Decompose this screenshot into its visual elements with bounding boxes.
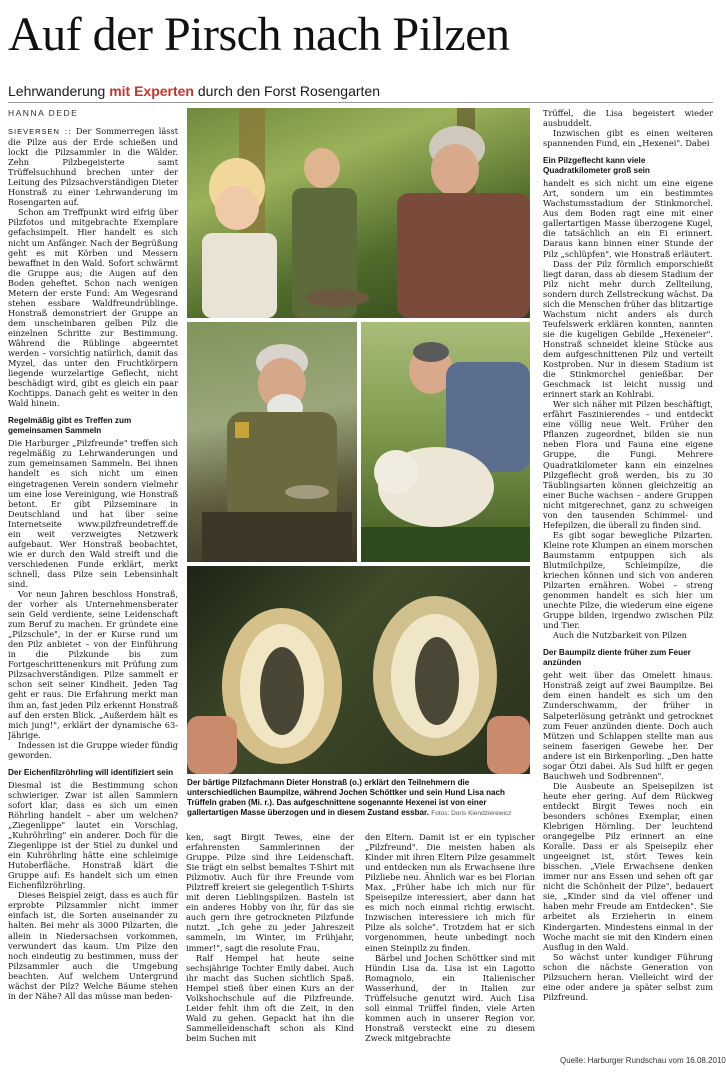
- paragraph: Schon am Treffpunkt wird eifrig über Pilzfotos und mitgebrachte Exemplare gefachsimpelt. Hier handelt es sich nicht um Anfänger. Nach der Begrüßung geht es mit Körben und Messern bewaffnet in den Wald. Sofort schwärmt die Gruppe aus; die Augen auf den Boden geheftet. Schon nach wenigen Metern der erste Fund: Am Wegesrand stehen essbare Waldfreundrüblinge. Honstraß demonstriert der Gruppe an dem unscheinbaren gelben Pilz die einzelnen Schritte zur Bestimmung. Während die Rüblinge abgeerntet werden – vorsichtig natürlich, damit das Myzel, das unter den Fruchtkörpern liegende wurzelartige Geflecht, nicht beschädigt wird, gibt es gleich ein paar Kochtipps. Danach geht es weiter in den Wald hinein.: [8, 207, 178, 409]
- source-note: Quelle: Harburger Rundschau vom 16.08.2010: [560, 1056, 726, 1065]
- paragraph: Wer sich näher mit Pilzen beschäftigt, erfährt Faszinierendes – und entdeckt eine völlig neue Welt. Früher den Pflanzen zugeordnet, bilden sie nun neben Flora und Fauna eine eigene Gruppe, die Fungi. Mehrere Quadratkilometer kann ein einzelnes Pilzgeflecht groß werden, bis zu 30 Täublingsarten können gleichzeitig an einer Buche wachsen – andere Gruppen nicht mitgerechnet, ganz zu schweigen von den tausenden Schimmel- und Hefepilzen, die überall zu finden sind.: [543, 399, 713, 530]
- photo-illustration: [187, 108, 530, 318]
- subline-post: durch den Forst Rosengarten: [194, 83, 380, 99]
- subline-highlight: mit Experten: [109, 83, 194, 99]
- paragraph: geht weit über das Omelett hinaus. Honstraß zeigt auf zwei Baumpilze. Bei dem einen handelt es sich um den Zunderschwamm, der früher in Salpeterlösung getränkt und getrocknet zum Feuer anzünden diente. Doch auch Mützen und Schlappen stellte man aus seinem faserigen Gewebe her. Der andere ist ein Birkenporling. „Den hatte sogar Ötzi dabei. Als Sud hilft er gegen Bauchweh und Sodbrennen".: [543, 670, 713, 781]
- paragraph: Auch die Nutzbarkeit von Pilzen: [553, 630, 687, 641]
- paragraph: Dieses Beispiel zeigt, dass es auch für erprobte Pilzsammler nicht immer einfach ist, die Sorten auseinander zu halten. Bei mehr als 3000 Pilzarten, die allein in Niedersachsen vorkommen, verwundert das kaum. Um Pilze den noch eindeutig zu bestimmen, muss der Pilzsammler auch die Umgebung beachten. Auf welchem Untergrund wächst der Pilz? Welche Bäume stehen in der Nähe? All das müsse man beden-: [8, 890, 178, 1001]
- paragraph: Bärbel und Jochen Schöttker sind mit Hündin Lisa da. Lisa ist ein Lagotto Romagnolo, ein Italienischer Wasserhund, der in Italien zur Trüffelsuche genutzt wird. Auch Lisa soll einmal Trüffel finden, viele Arten kommen auch in unserer Region vor. Honstraß versteckt eine zu diesem Zweck mitgebrachte: [365, 952, 535, 1043]
- paragraph: Indessen ist die Gruppe wieder fündig geworden.: [8, 739, 178, 760]
- article-column-1: [8, 126, 178, 1066]
- dateline-marker: ::: [64, 127, 72, 136]
- paragraph: Diesmal ist die Bestimmung schon schwieriger. Zwar ist allen Sammlern sofort klar, dass es sich um einen Röhrling handelt – aber um welchen? „Ziegenlippe" lautet ein Vorschlag, „Kuhröhrling" ein anderer. Doch für die Ziegenlippe ist der Stiel zu dunkel und ein Kuhröhrling hätte eine schleimige Hutoberfläche. Honstraß klärt die Gruppe auf: Es handelt sich um einen Eichenfilzröhrling.: [8, 779, 178, 891]
- subheading: Regelmäßig gibt es Treffen zum gemeinsamen Sammeln: [8, 416, 132, 436]
- photo-credit: Fotos: Doris Kiendzierewicz: [431, 810, 512, 817]
- subline-pre: Lehrwanderung: [8, 83, 110, 99]
- paragraph: ken, sagt Birgit Tewes, eine der erfahrensten Sammlerinnen der Gruppe. Pilze sind ihre Leidenschaft. Sie trägt ein selbst bemaltes T-Shirt mit Pilzmotiv. Auch für ihre Freunde vom Pilztreff kreiert sie gelegentlich T-Shirts mit deren Lieblingspilzen. Basteln ist ein anderes Hobby von ihr, für das sie auch gern ihre getrockneten Pilzfunde nutzt. „Ich gehe zu jeder Jahreszeit sammeln, im Winter, im Frühjahr, immer!", sagt die resolute Frau.: [186, 832, 354, 953]
- paragraph: Dass der Pilz förmlich emporschießt liegt daran, dass ab diesem Stadium der Pilz nicht mehr durch Zellteilung, sondern durch Zellstreckung wächst. Da sich die Menschen früher das blitzartige Wachstum nicht anders als durch Teufelswerk erklären konnten, nannten sie die kugeligen Gebilde „Hexeneier". Honstraß schneidet kleine Stücke aus dem aufgeschnittenen Pilz und verteilt Kostproben. Nur in diesem Stadium ist die Stinkmorchel genießbar. Der Geschmack ist leicht nussig und erinnert stark an Kohlrabi.: [543, 258, 713, 400]
- paragraph: Die Harburger „Pilzfreunde" treffen sich regelmäßig zu Lehrwanderungen und zum gemeinsamen Sammeln. Bei ihnen handelt es sich nicht um einen eingetragenen Verein sondern vielmehr um eine lose Vereinigung, wie Honstraß betont. Er gibt Pilzseminare in Deutschland und hat über seine Internetseite www.pilzfreundetreff.de ein weit verzweigtes Netzwerk aufgebaut. Wer Honstraß beobachtet, wie er durch den Wald streift und die verschiedenen Funde erklärt, merkt schnell, dass Pilze sein Lebensinhalt sind.: [8, 438, 178, 589]
- paragraph: Die Ausbeute an Speisepilzen ist heute eher gering. Auf dem Rückweg entdeckt Birgit Tewes noch ein besonders schönes Exemplar, einen Klebrigen Hörnling. Der leuchtend orangegelbe Pilz erinnert an eine Koralle. Dass er als Speisepilz eher ungeeignet ist, stört Tewes kein bisschen. „Viele Erwachsene denken immer nur ans Essen und sehen oft gar nicht die Schönheit der Pilze", bedauert sie, „Kinder sind da viel offener und haben mehr Freude am Entdecken". Sie arbeitet als Erzieherin in einem Kindergarten. Mindestens einmal in der Woche macht sie mit den Kindern einen Ausflug in den Wald.: [543, 780, 713, 952]
- photo-illustration: [187, 322, 357, 562]
- paragraph: Es gibt sogar bewegliche Pilzarten. Kleine rote Klumpen an einem morschen Baumstamm entpuppen sich als Blutmilchpilze, Schleimpilze, die kriechen können und sich von anderen Pilzarten ernähren. Wobei – streng genommen handelt es sich hier um unechte Pilze, die wiederum eine eigene Gruppe bilden, irgendwo zwischen Pilz und Tier.: [543, 529, 713, 631]
- paragraph: den Eltern. Damit ist er ein typischer „Pilzfreund". Die meisten haben als Kinder mit ihren Eltern Pilze gesammelt und entdecken nun als Erwachsene ihre Pilzliebe neu. Ähnlich war es bei Florian Max. „Früher habe ich mich nur für Speisepilze interessiert, aber dann hat es mich noch einmal richtig erwischt. Inzwischen interessiere ich mich für Pilze als solche". Trotzdem hat er sich vorgenommen, heute unbedingt noch einen Steinpilz zu finden.: [365, 832, 535, 953]
- headline: Auf der Pirsch nach Pilzen: [8, 8, 510, 61]
- photo-illustration: [361, 322, 530, 562]
- photo-caption: [187, 778, 530, 819]
- caption-text: Der bärtige Pilzfachmann Dieter Honstraß (o.) erklärt den Teilnehmern die unterschiedlichen Baumpilze, während Jochen Schöttker und sein Hund Lisa nach Trüffeln graben (Mi. r.). Das aufgeschnittene sogenannte Hexenei ist von einer gallertartigen Masse überzogen und in diesem Zustand essbar.: [187, 778, 505, 817]
- paragraph: So wächst unter kundiger Führung schon die nächste Generation von Pilzsuchern heran. Vielleicht wird der eine oder andere ja später selbst zum Pilzfreund.: [543, 951, 713, 1002]
- paragraph: handelt es sich nicht um eine eigene Art, sondern um ein bestimmtes Wachstumsstadium der Stinkmorchel. Aus dem Boden ragt eine mit einer gallertartigen Masse überzogene Kugel, die tatsächlich an ein Ei erinnert. Daraus kann binnen einer Stunde der Pilz „schlüpfen", wie Honstraß erläutert.: [543, 178, 713, 259]
- article-column-4: [543, 108, 713, 1068]
- paragraph: Vor neun Jahren beschloss Honstraß, der vorher als Unternehmensberater sein Geld verdiente, seine Leidenschaft zum Beruf zu machen. Er gründete eine „Pilzschule", in der er Kurse rund um den Pilz anbietet – von der Einführung in die Pilzkunde bis zum Fortgeschrittenenkurs mit Prüfung zum Pilzsachverständigen. Pilze sammelt er schon seit seiner Kindheit. Jeden Tag geht er raus. Die Erfahrung merkt man ihm an, fast jeden Pilz erkennt Honstraß auf den ersten Blick. „Außerdem hält es mich jung!", erklärt der dynamische 63-Jährige.: [8, 589, 178, 740]
- article-column-2: [186, 832, 354, 1062]
- photo-hexenei: [187, 566, 530, 774]
- photo-group-with-guide: [187, 108, 530, 318]
- subheading: Der Eichenfilzröhrling will identifiziert sein: [8, 767, 174, 777]
- author-byline: HANNA DEDE: [8, 108, 79, 118]
- subheading: Der Baumpilz diente früher zum Feuer anzünden: [543, 648, 691, 668]
- paragraph: SIEVERSEN :: Der Sommerregen lässt die Pilze aus der Erde schießen und lockt die Pilzsammler in die Wälder. Zehn Pilzbegeisterte samt Trüffelsuchhund brechen unter der Leitung des Pilzsachverständigen Dieter Honstraß zu einer Lehrwanderung im Rosengarten auf.: [8, 126, 178, 208]
- paragraph: Ralf Hempel hat heute seine sechsjährige Tochter Emily dabei. Auch ihr macht das Suchen sichtlich Spaß. Hempel stieß über einen Kurs an der Volkshochschule auf die Pilzfreunde. Leider fehlt ihm oft die Zeit, in den Wald zu gehen. Gepackt hat ihn die Sammelleidenschaft schon als Kind beim Suchen mit: [186, 952, 354, 1043]
- article-column-3: [365, 832, 535, 1062]
- subheadline: [8, 82, 380, 100]
- paragraph: Trüffel, die Lisa begeistert wieder ausbuddelt.: [543, 108, 713, 129]
- paragraph: Inzwischen gibt es einen weiteren spannenden Fund, ein „Hexenei". Dabei: [543, 128, 713, 149]
- photo-dog-truffle: [361, 322, 530, 562]
- subheading: Ein Pilzgeflecht kann viele Quadratkilometer groß sein: [543, 156, 650, 176]
- header-rule: [8, 102, 713, 103]
- photo-guide-pointing: [187, 322, 357, 562]
- dateline: SIEVERSEN ::: [8, 127, 72, 136]
- photo-illustration: [187, 566, 530, 774]
